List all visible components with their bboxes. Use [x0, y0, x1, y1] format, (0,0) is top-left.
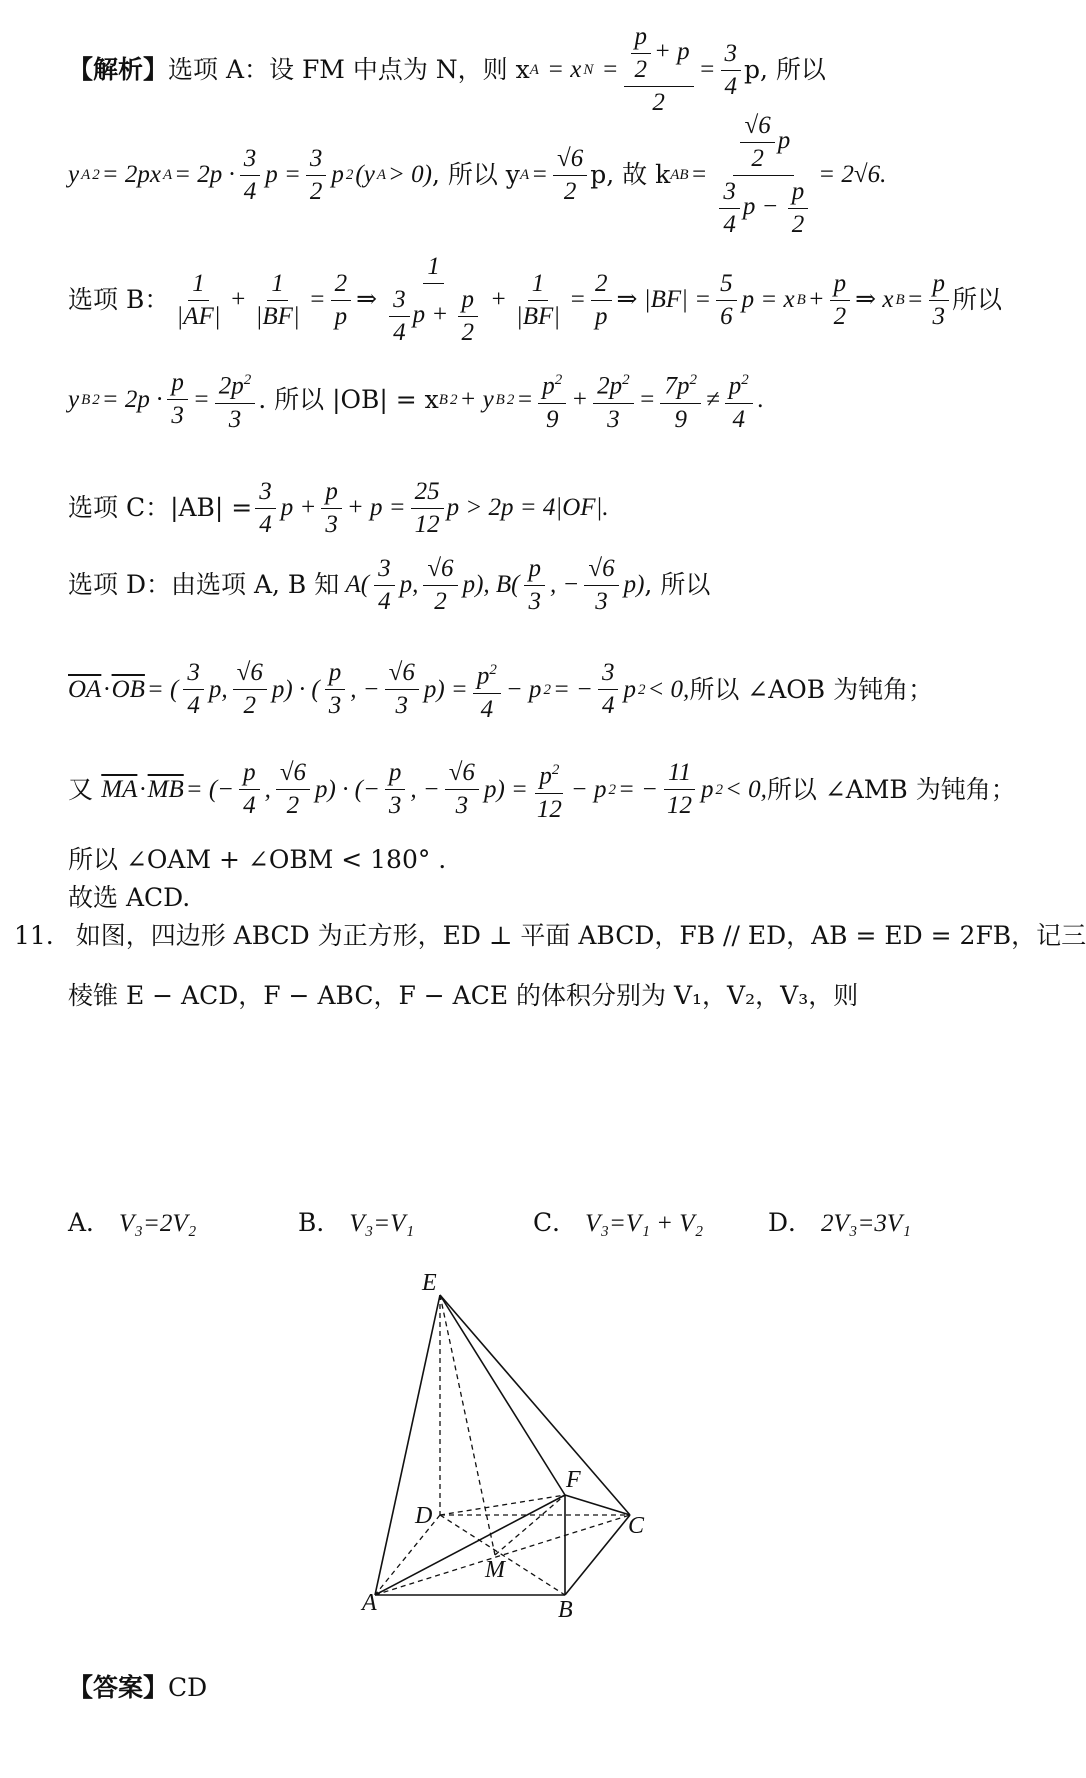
ma-mb-prefix: 又	[68, 775, 94, 804]
analysis-option-a-line2	[68, 111, 1060, 238]
answer-line	[68, 1670, 207, 1706]
label-A: A	[362, 1590, 377, 1616]
option-c-end: p > 2p = 4|OF|.	[446, 494, 609, 521]
answer-value: CD	[168, 1673, 208, 1702]
option-b2-formula: y B 2 = 2p · $\frac{p}{3}$ = $\frac{2p^2}{3}$	[68, 365, 258, 434]
option-b2-mid: . 所以 |OB| = x	[258, 385, 439, 414]
option-b-prefix: 选项 B：	[68, 285, 170, 314]
edge-EM	[440, 1295, 495, 1555]
option-b[interactable]	[298, 1203, 414, 1239]
pyramid-diagram	[362, 1265, 740, 1655]
ma-mb-formula: $\overline{MA}$ · $\overline{MB}$ = (− $\frac{p}{4}$ , $\frac{√6}{2}$ p) · (− $\frac{p}{3}$ , − $\frac{√6}{3}$ p) = $\frac{p^2}{12}$ − p 2 = − $\frac{11}{12}$ p 2 < 0,	[93, 755, 767, 824]
question-options	[68, 1203, 1060, 1243]
analysis-oa-ob	[68, 650, 1060, 730]
analysis-option-b-line2	[68, 360, 1060, 440]
edge-EF	[440, 1295, 565, 1495]
option-c-text: V₃=V₁ + V₂	[585, 1210, 704, 1237]
option-b-tail: 所以	[952, 285, 1003, 314]
ma-mb-tail: 所以 ∠AMB 为钝角；	[766, 775, 1016, 804]
oa-ob-formula: $\overline{OA}$ · $\overline{OB}$ = ( $\frac{3}{4}$ p, $\frac{√6}{2}$ p) · ( $\frac{p}{3}$ , − $\frac{√6}{3}$ p) = $\frac{p^2}{4}$ − p 2 = − $\frac{3}{4}$ p 2 < 0,	[68, 655, 689, 724]
label-C: C	[628, 1513, 645, 1539]
analysis-option-b-line1	[68, 255, 1060, 345]
option-a-label: A．	[68, 1208, 112, 1237]
option-b-text: V₃=V₁	[349, 1210, 415, 1237]
option-d-tail: , 所以	[644, 570, 711, 599]
answer-tag: 【答案】	[68, 1673, 169, 1702]
option-b2-formula2: B 2 + y B 2 = $\frac{p^2}{9}$ + $\frac{2p^2}{3}$ = $\frac{7p^2}{9}$ ≠ $\frac{p^2}{4}$ .	[439, 365, 764, 434]
question-text2: 棱锥 E − ACD，F − ABC，F − ACE 的体积分别为 V₁，V₂，V₃，则	[68, 981, 859, 1010]
oa-ob-tail: 所以 ∠AOB 为钝角；	[689, 675, 934, 704]
analysis-sum-line: 所以 ∠OAM + ∠OBM < 180° .	[68, 845, 447, 874]
analysis-option-c	[68, 468, 1060, 548]
option-c-line: 选项 C：|AB| =	[68, 493, 253, 522]
analysis-option-d	[68, 545, 1060, 625]
option-a-text: V₃=2V₂	[119, 1210, 197, 1237]
analysis-option-a-line1	[68, 23, 1060, 116]
analysis-choose: 故选 ACD.	[68, 883, 191, 912]
label-F: F	[566, 1467, 581, 1493]
geometry-figure	[362, 1265, 740, 1659]
label-B: B	[558, 1597, 573, 1623]
edge-EC	[440, 1295, 630, 1515]
option-d[interactable]	[768, 1203, 911, 1239]
edge-BC	[565, 1515, 630, 1595]
option-a2-ya: A = $\frac{√6}{2}$	[520, 144, 590, 207]
option-d-text: 2V₃=3V₁	[821, 1210, 911, 1237]
question-number: 11.	[14, 921, 54, 950]
option-c-label: C．	[533, 1208, 578, 1237]
label-M: M	[485, 1557, 505, 1583]
label-E: E	[422, 1270, 437, 1296]
option-b-formula: $\frac{1}{|AF|}$ + $\frac{1}{|BF|}$ = $\frac{2}{p}$ ⇒ 1 $\frac{3}{4}$ p + $\frac{p}{2}$ + $\frac{1}{|BF|}$ = $\frac{2}{p}$ ⇒ |BF| = $\frac{5}{6}$ p = x B + $\frac{p}{2}$ ⇒ x B = $\frac{p}{3}$	[169, 252, 952, 348]
analysis-ma-mb	[68, 750, 1060, 830]
option-a-tail: p, 所以	[744, 55, 826, 84]
option-a-prefix: 选项 A：设 FM 中点为 N，则 x	[168, 55, 530, 84]
option-d-label: D．	[768, 1208, 814, 1237]
option-a2-slope: AB = $\frac{√6}{2}$ p $\frac{3}{4}$ p − $\frac{p}{2}$	[670, 111, 818, 240]
option-a2-end: = 2√6.	[818, 161, 887, 188]
question-line1	[14, 918, 1086, 954]
label-D: D	[415, 1503, 433, 1529]
option-a2-tail2: p, 故 k	[590, 160, 671, 189]
option-c-formula: $\frac{3}{4}$ p + $\frac{p}{3}$ + p = $\frac{25}{12}$	[252, 477, 446, 540]
analysis-tag: 【解析】	[68, 55, 169, 84]
edge-EA	[375, 1295, 440, 1595]
option-a2-tail: , 所以 y	[431, 160, 520, 189]
option-c[interactable]	[533, 1203, 703, 1239]
question-text1: 如图，四边形 ABCD 为正方形，ED ⊥ 平面 ABCD，FB // ED，AB = ED = 2FB，记三	[75, 921, 1086, 950]
option-a-formula: A = x N = $\frac{p}{2}$ + p 2 = $\frac{3}{4}$	[530, 22, 744, 118]
edge-FC	[565, 1495, 630, 1515]
option-d-line: 选项 D：由选项 A, B 知	[68, 570, 340, 599]
option-b-label: B．	[298, 1208, 342, 1237]
option-a2-formula: y A 2 = 2px A = 2p · $\frac{3}{4}$ p = $\frac{3}{2}$ p 2 (y A > 0)	[68, 144, 432, 205]
option-a[interactable]	[68, 1203, 196, 1239]
option-d-points: A( $\frac{3}{4}$ p, $\frac{√6}{2}$ p), B( $\frac{p}{3}$ , − $\frac{√6}{3}$ p)	[339, 554, 645, 615]
